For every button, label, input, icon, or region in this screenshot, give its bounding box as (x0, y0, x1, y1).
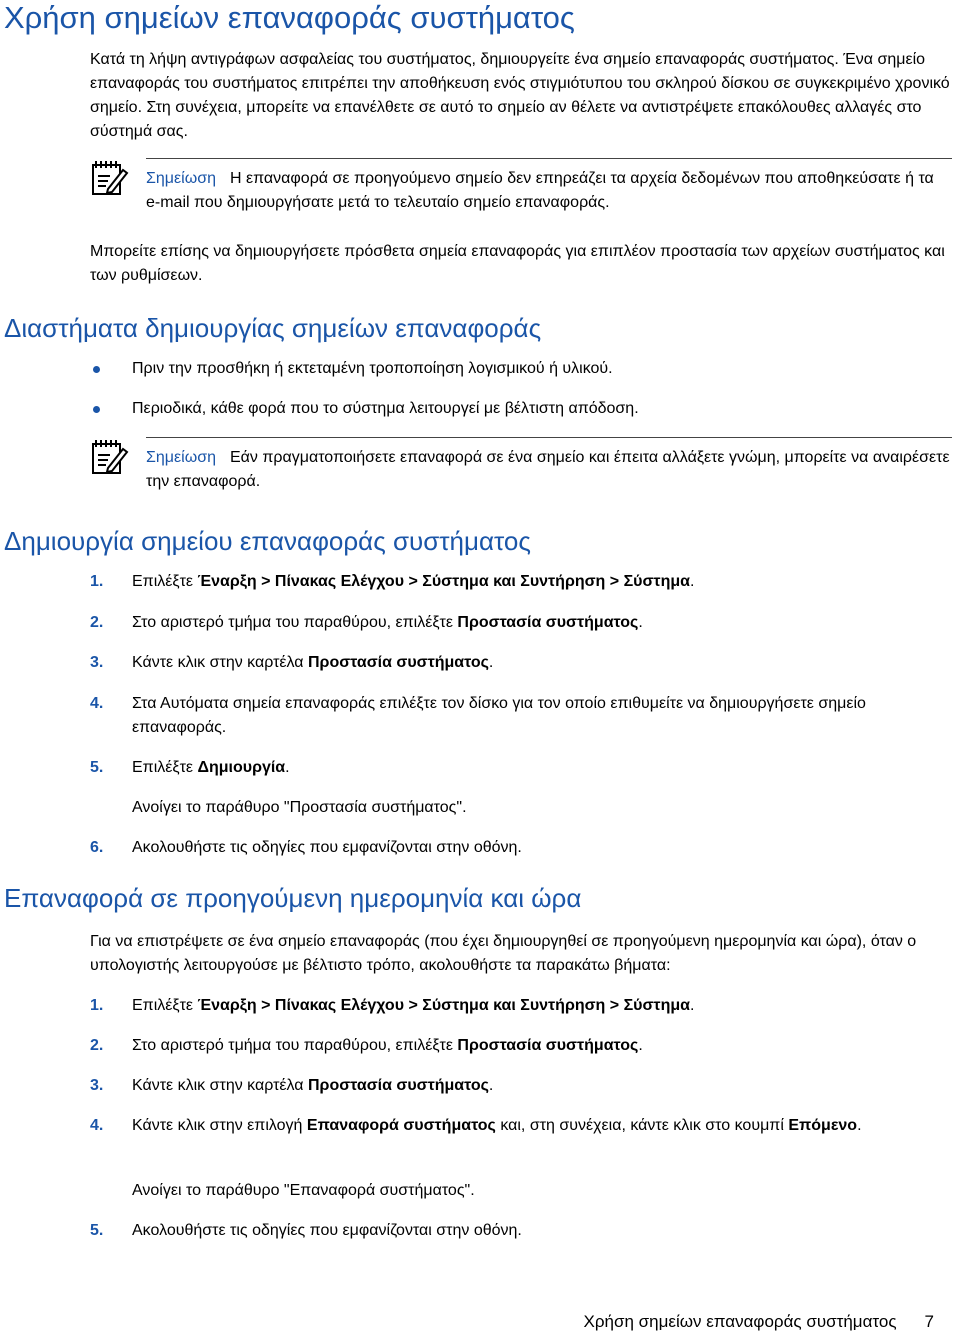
note-1-body (146, 158, 952, 215)
ui-path: Έναρξη > Πίνακας Ελέγχου > Σύστημα και Συντήρηση > Σύστημα (197, 997, 690, 1014)
step-item (90, 1219, 955, 1243)
ui-label: Επαναφορά συστήματος (306, 1117, 496, 1134)
bullet-text: Πριν την προσθήκη ή εκτεταμένη τροποποίηση λογισμικού ή υλικού. (132, 360, 613, 377)
step-item: 5. Επιλέξτε Δημιουργία. (90, 756, 955, 780)
paragraph-additional-points: Μπορείτε επίσης να δημιουργήσετε πρόσθετα σημεία επαναφοράς για επιπλέον προστασία των αρχείων συστήματος και των ρυθμίσεων. (90, 243, 945, 284)
step-item: 1. Επιλέξτε Έναρξη > Πίνακας Ελέγχου > Σύστημα και Συντήρηση > Σύστημα. (90, 994, 955, 1018)
step-item: 2. Στο αριστερό τμήμα του παραθύρου, επιλέξτε Προστασία συστήματος. (90, 1034, 955, 1058)
ui-label: Προστασία συστήματος (308, 654, 489, 671)
step-sub-text: Ανοίγει το παράθυρο "Προστασία συστήματος". (132, 799, 467, 816)
step-item: 3. Κάντε κλικ στην καρτέλα Προστασία συστήματος. (90, 1074, 955, 1098)
ui-path: Έναρξη > Πίνακας Ελέγχου > Σύστημα και Συντήρηση > Σύστημα (197, 573, 690, 590)
step-number: 2. (90, 1037, 104, 1054)
ui-label: Προστασία συστήματος (308, 1077, 489, 1094)
bullet-item (90, 357, 955, 381)
step-item: 3. Κάντε κλικ στην καρτέλα Προστασία συστήματος. (90, 651, 955, 675)
step-text: Στα Αυτόματα σημεία επαναφοράς επιλέξτε τον δίσκο για τον οποίο επιθυμείτε να δημιουργήσετε σημείο επαναφοράς. (132, 695, 866, 736)
step-number: 3. (90, 654, 104, 671)
bullet-icon (93, 366, 100, 373)
note-2-body (146, 437, 952, 494)
step-number: 5. (90, 759, 104, 776)
note-2-text: Εάν πραγματοποιήσετε επαναφορά σε ένα σημείο και έπειτα αλλάξετε γνώμη, μπορείτε να αναιρέσετε την επαναφορά. (146, 449, 950, 490)
step-number: 6. (90, 839, 104, 856)
step-number: 1. (90, 997, 104, 1014)
step-number: 2. (90, 614, 104, 631)
step-text: Ακολουθήστε τις οδηγίες που εμφανίζονται στην οθόνη. (132, 1222, 522, 1239)
section-3-intro: Για να επιστρέψετε σε ένα σημείο επαναφοράς (που έχει δημιουργηθεί σε προηγούμενη ημερομηνία και ώρα), όταν ο υπολογιστής λειτουργούσε με βέλτιστο τρόπο, ακολουθήστε τα παρακάτω βήματα: (90, 933, 917, 974)
note-pencil-icon (90, 158, 130, 198)
step-number: 3. (90, 1077, 104, 1094)
page-title: Χρήση σημείων επαναφοράς συστήματος (4, 0, 575, 35)
section-heading-create-restore-point: Δημιουργία σημείου επαναφοράς συστήματος (4, 526, 531, 556)
bullet-item (90, 397, 955, 421)
step-item (90, 836, 955, 860)
bullet-icon (93, 406, 100, 413)
footer-title: Χρήση σημείων επαναφοράς συστήματος (583, 1312, 897, 1331)
step-item: 4. Κάντε κλικ στην επιλογή Επαναφορά συστήματος και, στη συνέχεια, κάντε κλικ στο κουμπί Επόμενο. (90, 1114, 955, 1138)
ui-label: Δημιουργία (197, 759, 286, 776)
step-number: 4. (90, 1117, 104, 1134)
ui-label: Επόμενο (788, 1117, 858, 1134)
note-2-label: Σημείωση (146, 449, 216, 466)
note-1-text: Η επαναφορά σε προηγούμενο σημείο δεν επηρεάζει τα αρχεία δεδομένων που αποθηκεύσατε ή τα e-mail που δημιουργήσατε μετά το τελευταίο σημείο επαναφοράς. (146, 170, 934, 211)
note-pencil-icon (90, 437, 130, 477)
intro-paragraph: Κατά τη λήψη αντιγράφων ασφαλείας του συστήματος, δημιουργείτε ένα σημείο επαναφοράς συστήματος. Ένα σημείο επαναφοράς του συστήματος επιτρέπει την αποθήκευση ενός στιγμιότυπου του σκληρού δίσκου σε συγκεκριμένο χρονικό σημείο. Στη συνέχεια, μπορείτε να επανέλθετε σε αυτό το σημείο αν θέλετε να αντιστρέψετε επακόλουθες αλλαγές στο σύστημά σας. (90, 51, 950, 140)
step-number: 4. (90, 695, 104, 712)
section-heading-restore-previous: Επαναφορά σε προηγούμενη ημερομηνία και ώρα (4, 883, 582, 913)
step-item (90, 692, 955, 740)
ui-label: Προστασία συστήματος (457, 614, 639, 631)
page-footer (583, 1310, 934, 1334)
step-number: 5. (90, 1222, 104, 1239)
step-sub-text: Ανοίγει το παράθυρο "Επαναφορά συστήματος". (132, 1182, 475, 1199)
step-item: 2. Στο αριστερό τμήμα του παραθύρου, επιλέξτε Προστασία συστήματος. (90, 611, 955, 635)
note-1-label: Σημείωση (146, 170, 216, 187)
bullet-text: Περιοδικά, κάθε φορά που το σύστημα λειτουργεί με βέλτιστη απόδοση. (132, 400, 639, 417)
step-text: Ακολουθήστε τις οδηγίες που εμφανίζονται στην οθόνη. (132, 839, 522, 856)
section-heading-intervals: Διαστήματα δημιουργίας σημείων επαναφοράς (4, 313, 542, 343)
ui-label: Προστασία συστήματος (457, 1037, 639, 1054)
step-number: 1. (90, 573, 104, 590)
page-number: 7 (924, 1312, 934, 1331)
step-item: 1. Επιλέξτε Έναρξη > Πίνακας Ελέγχου > Σύστημα και Συντήρηση > Σύστημα. (90, 570, 955, 594)
